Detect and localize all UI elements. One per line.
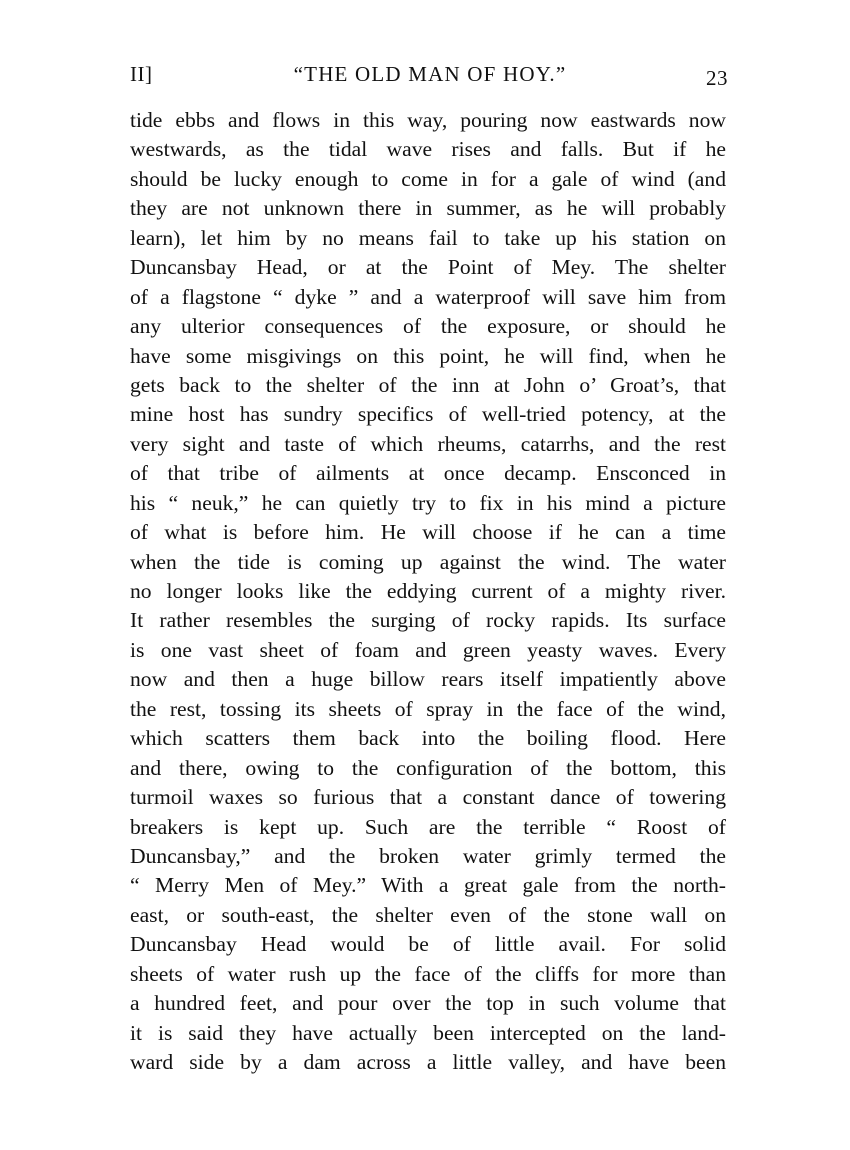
text-line: tide ebbs and flows in this way, pouring now eastwards now bbox=[130, 108, 726, 132]
text-line: gets back to the shelter of the inn at John o’ Groat’s, that bbox=[130, 372, 726, 397]
text-line: and there, owing to the configuration of the bottom, this bbox=[130, 755, 726, 780]
text-line: learn), let him by no means fail to take up his station on bbox=[130, 225, 726, 250]
text-line: his “ neuk,” he can quietly try to fix in his mind a picture bbox=[130, 490, 726, 515]
text-line: “ Merry Men of Mey.” With a great gale from the north- bbox=[130, 873, 726, 898]
text-line: Duncansbay Head, or at the Point of Mey. The shelter bbox=[130, 255, 726, 280]
text-line: any ulterior consequences of the exposure, or should he bbox=[130, 314, 726, 339]
text-line: mine host has sundry specifics of well-tried potency, at the bbox=[130, 402, 726, 427]
text-line: of a flagstone “ dyke ” and a waterproof will save him from bbox=[130, 284, 726, 309]
text-line: Duncansbay Head would be of little avail. For solid bbox=[130, 932, 726, 957]
text-line: ward side by a dam across a little valley, and have been bbox=[130, 1050, 726, 1074]
text-line: It rather resembles the surging of rocky rapids. Its surface bbox=[130, 608, 726, 633]
text-line: east, or south-east, the shelter even of the stone wall on bbox=[130, 902, 726, 927]
text-line: which scatters them back into the boiling flood. Here bbox=[130, 726, 726, 751]
chapter-number: II] bbox=[130, 62, 153, 86]
text-line: Duncansbay,” and the broken water grimly termed the bbox=[130, 843, 726, 868]
running-title: “THE OLD MAN OF HOY.” bbox=[293, 62, 567, 86]
page-number: 23 bbox=[706, 66, 728, 90]
text-line: very sight and taste of which rheums, catarrhs, and the rest bbox=[130, 431, 726, 456]
text-line: turmoil waxes so furious that a constant dance of towering bbox=[130, 785, 726, 810]
text-line: sheets of water rush up the face of the cliffs for more than bbox=[130, 961, 726, 986]
text-line: now and then a huge billow rears itself impatiently above bbox=[130, 667, 726, 692]
text-line: have some misgivings on this point, he will find, when he bbox=[130, 343, 726, 368]
text-line: is one vast sheet of foam and green yeasty waves. Every bbox=[130, 637, 726, 662]
text-line: of that tribe of ailments at once decamp. Ensconced in bbox=[130, 461, 726, 486]
text-line: the rest, tossing its sheets of spray in the face of the wind, bbox=[130, 696, 726, 721]
text-line: no longer looks like the eddying current of a mighty river. bbox=[130, 579, 726, 603]
text-line: of what is before him. He will choose if he can a time bbox=[130, 520, 726, 545]
text-line: westwards, as the tidal wave rises and falls. But if he bbox=[130, 137, 726, 162]
text-line: when the tide is coming up against the wind. The water bbox=[130, 549, 726, 574]
text-line: should be lucky enough to come in for a gale of wind (and bbox=[130, 166, 726, 191]
text-line: it is said they have actually been intercepted on the land- bbox=[130, 1020, 726, 1045]
body-text bbox=[130, 106, 726, 1077]
text-line: they are not unknown there in summer, as he will probably bbox=[130, 196, 726, 221]
text-line: breakers is kept up. Such are the terrible “ Roost of bbox=[130, 814, 726, 839]
running-head bbox=[130, 62, 730, 92]
text-line: a hundred feet, and pour over the top in such volume that bbox=[130, 991, 726, 1016]
